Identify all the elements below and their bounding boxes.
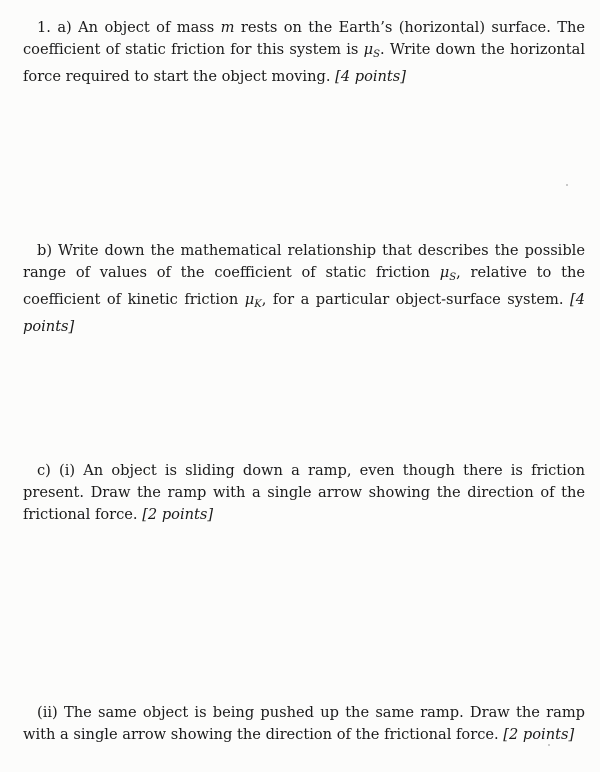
scan-speck [548,744,550,746]
question-text: rests on the Earth’s (horizontal) surface. The coefficient of static friction for this system is [23,19,585,58]
question-text: The same object is being pushed up the same ramp. Draw the ramp with a single arrow showing the direction of the frictional force. [23,704,586,743]
part-label: c) (i) [37,462,76,479]
points-label: [4 points] [335,68,406,85]
points-label: [4 points] [23,291,586,335]
part-label: b) [37,242,53,259]
question-1a [23,17,585,88]
part-label: a) [57,19,72,36]
question-text: , relative to the coefficient of kinetic friction [23,264,585,308]
mu-k-subscript: K [254,299,262,310]
question-text: An object of mass [78,19,215,36]
question-1b [23,240,585,338]
question-text: . Write down the horizontal force required to start the object moving. [23,41,585,85]
question-1c-ii [23,702,585,746]
scan-speck [566,184,568,186]
question-number: 1. [37,19,51,36]
part-label: (ii) [37,704,58,721]
points-label: [2 points] [503,726,575,743]
mu-subscript: S [373,49,380,60]
mu-symbol: μ [244,291,255,308]
question-text: Write down the mathematical relationship that describes the possible range of values of the coefficient of static friction [23,242,585,281]
question-1c-i [23,460,585,526]
mu-symbol: μ [363,41,374,58]
mass-symbol: m [220,19,235,36]
question-text: , for a particular object-surface system. [261,291,564,308]
mu-s-subscript: S [449,272,457,283]
mu-symbol: μ [439,264,450,281]
points-label: [2 points] [142,506,214,523]
question-text: An object is sliding down a ramp, even though there is friction present. Draw the ramp with a single arrow showing the direction of the frictional force. [23,462,586,523]
